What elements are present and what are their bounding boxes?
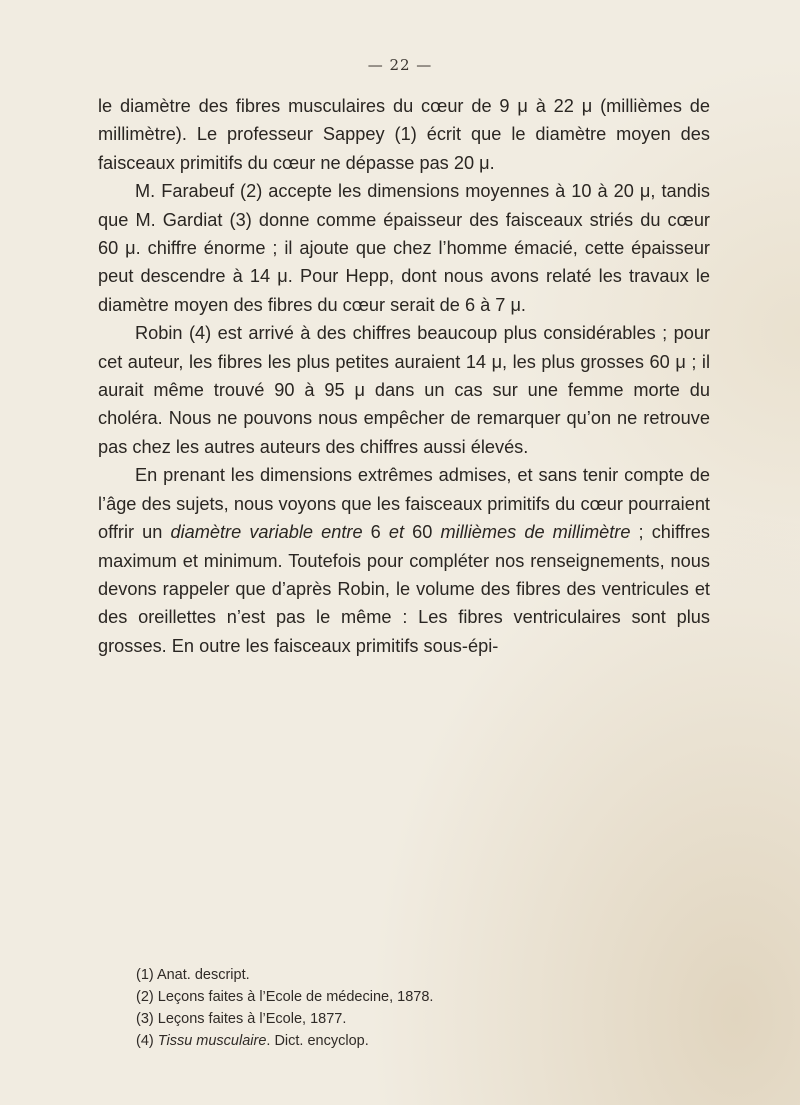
text-run: Robin (4) est arrivé à des chiffres beaucoup plus considérables ; pour cet auteur, les fibres les plus petites auraient 14 μ, les plus grosses 60 μ ; il aurait même trouvé 90 à 95 μ dans un cas sur une femme morte du choléra. Nous ne pouvons nous empêcher de remarquer qu’on ne retrouve pas chez les autres auteurs des chiffres aussi élevés. (98, 323, 710, 457)
text-run: M. Farabeuf (2) accepte les dimensions moyennes à 10 à 20 μ, tandis que M. Gardiat (3) donne comme épaisseur des faisceaux striés du cœur 60 μ. chiffre énorme ; il ajoute que chez l’homme émacié, cette épaisseur peut descendre à 14 μ. Pour Hepp, dont nous avons relaté les travaux le diamètre moyen des fibres du cœur serait de 6 à 7 μ. (98, 181, 710, 315)
text-run: 60 (404, 522, 441, 543)
paragraph (98, 319, 710, 461)
text-run: (2) Leçons faites à l’Ecole de médecine, 1878. (136, 989, 434, 1005)
italic-text: diamètre variable entre (170, 522, 363, 543)
italic-text: Tissu musculaire (157, 1033, 267, 1049)
italic-text: millièmes de millimètre (440, 522, 631, 543)
footnote (136, 964, 696, 986)
text-run: (1) Anat. descript. (136, 967, 250, 983)
text-run: En prenant les dimensions extrêmes admises, et sans tenir compte de l’âge des sujets, nous voyons que les faisceaux primitifs du cœur pourraient offrir un (98, 465, 710, 543)
text-run: 6 (362, 522, 389, 543)
paragraph (98, 92, 710, 177)
paragraph (98, 461, 710, 660)
footnote (136, 986, 696, 1008)
footnote (136, 1030, 696, 1052)
body-text (98, 92, 710, 660)
page-number: — 22 — (367, 56, 433, 74)
footnotes (136, 964, 696, 1052)
footnote (136, 1008, 696, 1030)
italic-text: et (388, 522, 405, 543)
paragraph (98, 177, 710, 319)
text-run: ; chiffres maximum et minimum. Toutefois pour compléter nos renseignements, nous devons rappeler que d’après Robin, le volume des fibres des ventricules et des oreillettes n’est pas le même : Les fibres ventriculaires sont plus grosses. En outre les faisceaux primitifs sous-épi- (98, 522, 710, 656)
text-run: le diamètre des fibres musculaires du cœur de 9 μ à 22 μ (millièmes de millimètre). Le professeur Sappey (1) écrit que le diamètre moyen des faisceaux primitifs du cœur ne dépasse pas 20 μ. (98, 96, 710, 173)
text-run: . Dict. encyclop. (266, 1033, 369, 1049)
text-run: (3) Leçons faites à l’Ecole, 1877. (136, 1011, 347, 1027)
text-run: (4) (136, 1033, 158, 1049)
